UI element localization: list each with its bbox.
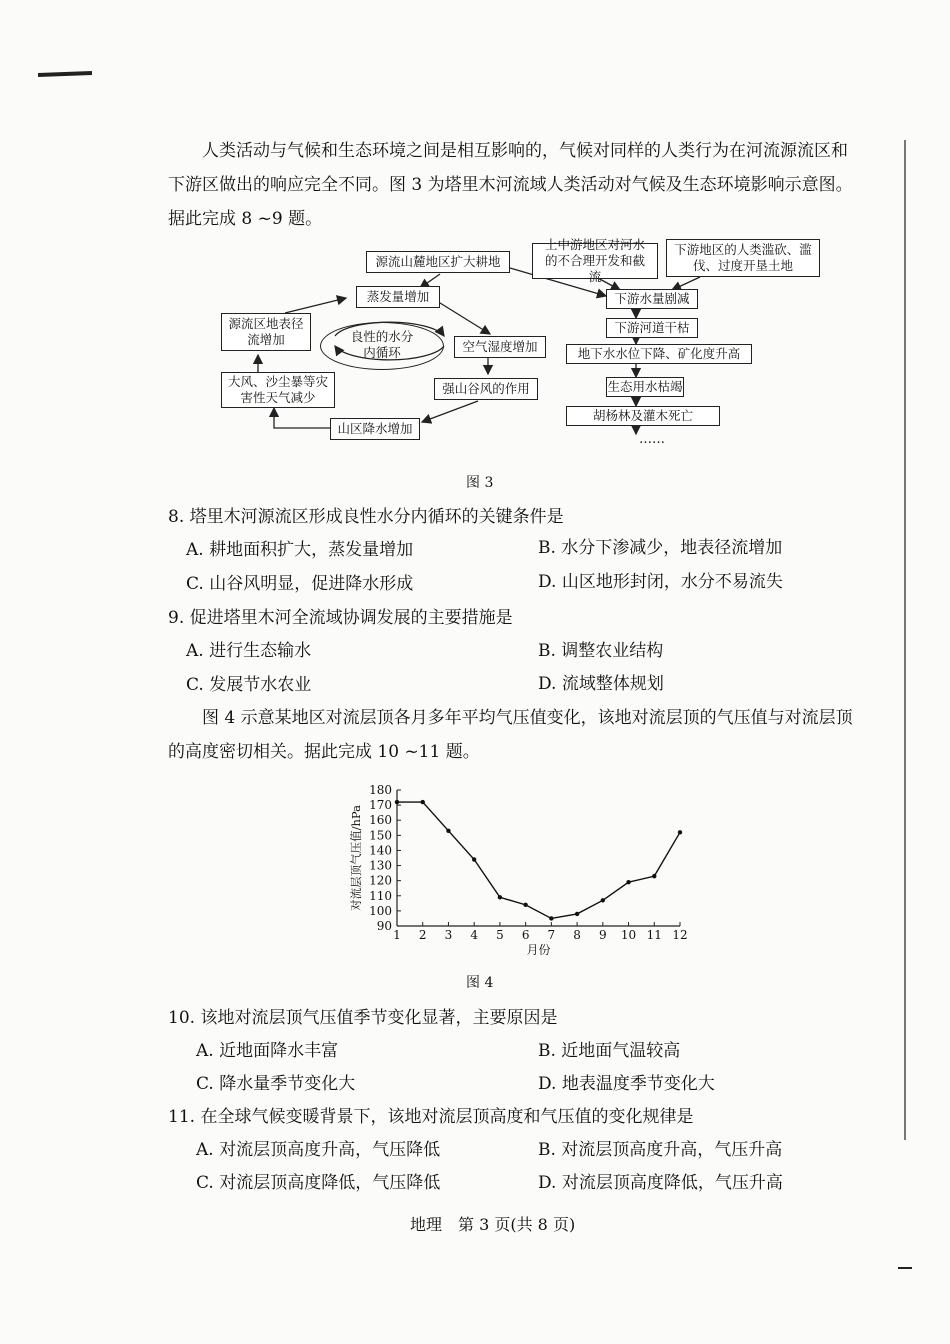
box-mountain-rain: 山区降水增加 (330, 418, 420, 440)
intro-1-line-3: 据此完成 8 ~9 题。 (168, 209, 323, 229)
data-point (549, 916, 553, 920)
q10-stem: 10. 该地对流层顶气压值季节变化显著，主要原因是 (168, 1008, 558, 1028)
x-tick-label: 8 (573, 928, 581, 942)
data-point (472, 857, 476, 861)
flow-ellipsis: …… (639, 432, 665, 447)
arrow-runoff-evaporation (285, 298, 346, 313)
x-tick-label: 1 (393, 928, 401, 942)
y-tick-label: 110 (369, 888, 392, 903)
box-valley-wind: 强山谷风的作用 (434, 378, 538, 400)
q10-option-a: A. 近地面降水丰富 (196, 1041, 339, 1061)
q9-stem: 9. 促进塔里木河全流域协调发展的主要措施是 (168, 608, 513, 628)
x-tick-label: 2 (418, 928, 427, 942)
q10-option-d: D. 地表温度季节变化大 (538, 1074, 715, 1094)
scan-mark-bottom-right (898, 1267, 912, 1269)
y-axis-label: 对流层顶气压值/hPa (349, 805, 363, 911)
intro-1-line-2: 下游区做出的响应完全不同。图 3 为塔里木河流域人类活动对气候及生态环境影响示意图。 (168, 175, 853, 195)
intro-2-line-1: 图 4 示意某地区对流层顶各月多年平均气压值变化，该地对流层顶的气压值与对流层顶 (202, 708, 853, 728)
intro-2-line-2: 的高度密切相关。据此完成 10 ~11 题。 (168, 742, 480, 762)
series-line (397, 802, 680, 918)
x-tick-label: 12 (672, 928, 688, 942)
box-eco-water: 生态用水枯竭 (606, 377, 684, 397)
data-point (652, 874, 656, 878)
y-tick-label: 100 (369, 903, 392, 918)
q8-option-c: C. 山谷风明显，促进降水形成 (186, 574, 414, 594)
y-tick-label: 170 (369, 798, 392, 813)
figure-3-diagram (0, 0, 950, 470)
data-point (601, 898, 605, 902)
q9-option-a: A. 进行生态输水 (186, 641, 312, 661)
box-groundwater: 地下水水位下降、矿化度升高 (566, 344, 752, 364)
data-point (498, 895, 502, 899)
q11-option-d: D. 对流层顶高度降低，气压升高 (538, 1173, 783, 1193)
arrow-valley-rain (422, 401, 478, 422)
q8-option-a: A. 耕地面积扩大，蒸发量增加 (186, 540, 414, 560)
intro-paragraph-2 (168, 701, 888, 769)
box-river-dry: 下游河道干枯 (606, 318, 698, 338)
x-tick-label: 11 (646, 928, 662, 942)
data-point (421, 800, 425, 804)
data-point (678, 830, 682, 834)
box-downstream-water: 下游水量剧减 (606, 289, 698, 309)
q8-option-b: B. 水分下渗减少，地表径流增加 (538, 538, 783, 558)
y-tick-label: 120 (369, 873, 392, 888)
y-tick-label: 150 (369, 828, 392, 843)
q8-stem: 8. 塔里木河源流区形成良性水分内循环的关键条件是 (168, 507, 564, 527)
y-tick-label: 160 (369, 813, 392, 828)
figure-4-caption: 图 4 (466, 975, 494, 991)
data-point (575, 912, 579, 916)
q10-option-b: B. 近地面气温较高 (538, 1041, 681, 1061)
q9-option-c: C. 发展节水农业 (186, 675, 312, 695)
x-tick-label: 5 (496, 928, 504, 942)
x-tick-label: 10 (620, 928, 637, 942)
data-point (446, 829, 450, 833)
box-downstream-activity: 下游地区的人类滥砍、滥伐、过度开垦土地 (666, 239, 820, 277)
y-tick-label: 140 (369, 843, 392, 858)
data-point (626, 880, 630, 884)
data-point (523, 903, 527, 907)
box-poplar: 胡杨林及灌木死亡 (566, 406, 720, 426)
arrow-evaporation-humidity (432, 298, 490, 334)
q11-option-a: A. 对流层顶高度升高，气压降低 (196, 1140, 441, 1160)
x-tick-label: 3 (444, 928, 453, 942)
q9-option-d: D. 流域整体规划 (538, 674, 664, 694)
box-midstream-overuse: 上中游地区对河水的不合理开发和截流 (532, 243, 658, 279)
box-humidity: 空气湿度增加 (454, 336, 546, 358)
cycle-label: 良性的水分内循环 (350, 329, 414, 360)
intro-1-line-1: 人类活动与气候和生态环境之间是相互影响的，气候对同样的人类行为在河流源流区和 (202, 141, 848, 161)
x-tick-label: 9 (598, 928, 607, 942)
q11-option-c: C. 对流层顶高度降低，气压降低 (196, 1173, 441, 1193)
figure-3-caption: 图 3 (466, 475, 494, 491)
box-evaporation: 蒸发量增加 (356, 286, 440, 308)
x-tick-label: 4 (470, 928, 479, 942)
box-runoff: 源流区地表径流增加 (221, 313, 311, 351)
x-axis-label: 月份 (526, 943, 551, 957)
y-tick-label: 90 (376, 919, 392, 933)
box-disasters: 大风、沙尘暴等灾害性天气减少 (221, 372, 335, 408)
q11-option-b: B. 对流层顶高度升高，气压升高 (538, 1140, 783, 1160)
page-footer: 地理 第 3 页(共 8 页) (410, 1215, 576, 1234)
q8-option-d: D. 山区地形封闭，水分不易流失 (538, 572, 783, 592)
x-tick-label: 7 (547, 928, 556, 942)
figure-4-chart (330, 770, 710, 960)
arrow-rain-disasters (274, 408, 330, 428)
q11-stem: 11. 在全球气候变暖背景下，该地对流层顶高度和气压值的变化规律是 (168, 1107, 694, 1127)
y-tick-label: 130 (369, 858, 392, 873)
q9-option-b: B. 调整农业结构 (538, 641, 664, 661)
data-point (395, 800, 399, 804)
q10-option-c: C. 降水量季节变化大 (196, 1074, 356, 1094)
box-expand-farmland: 源流山麓地区扩大耕地 (366, 251, 510, 273)
y-tick-label: 180 (369, 783, 392, 797)
x-tick-label: 6 (521, 928, 530, 942)
